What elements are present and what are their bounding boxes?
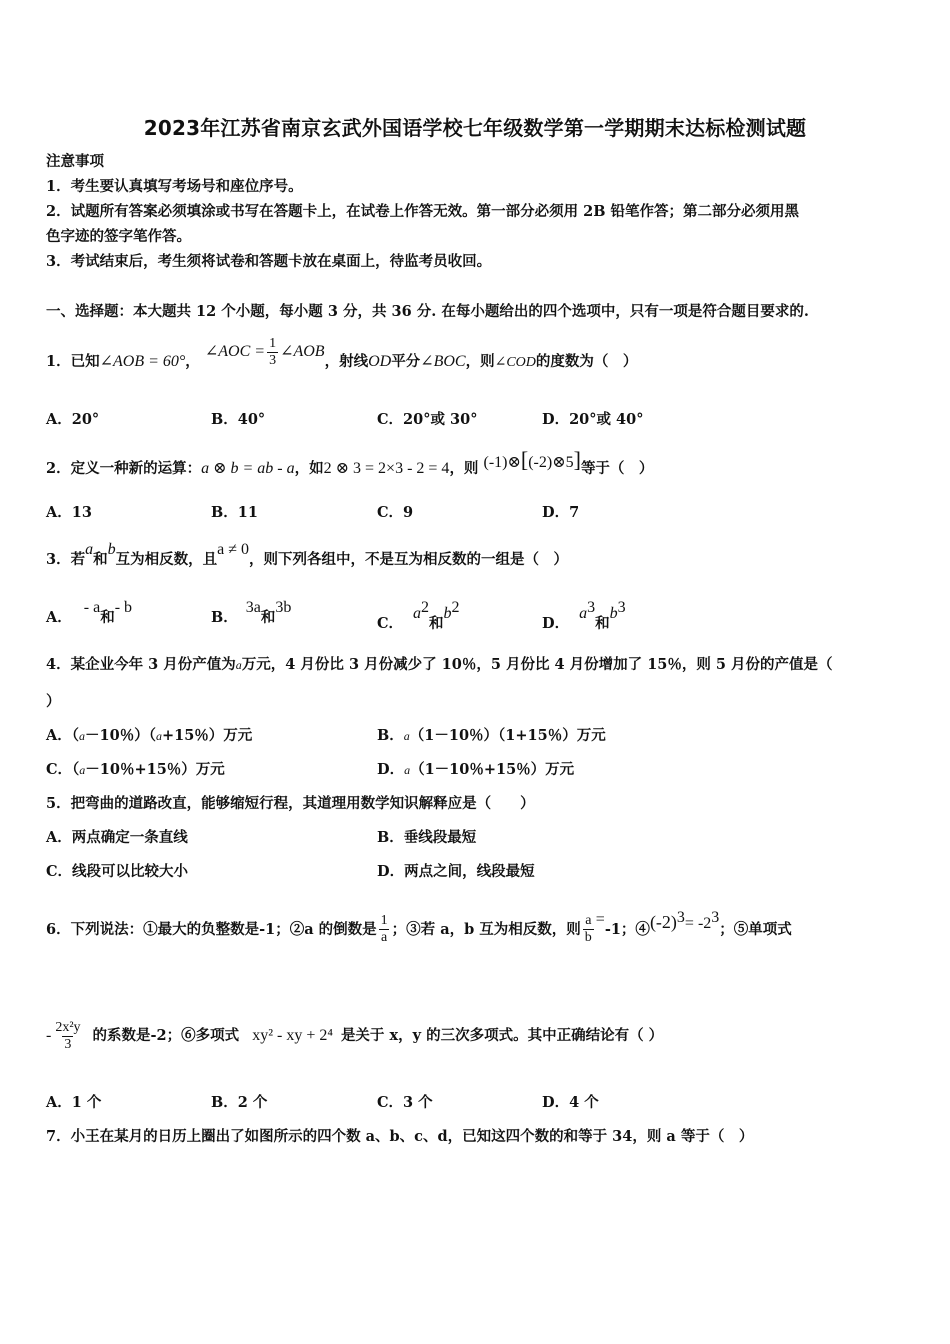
q1-fraction bbox=[267, 336, 278, 369]
fraction-denominator: 3 bbox=[64, 1036, 72, 1052]
q4-text: －10％）（ bbox=[85, 727, 156, 744]
q3-a-expr2: - b bbox=[114, 599, 133, 616]
fraction-denominator: a bbox=[381, 930, 388, 946]
q3-b-expr1: 3a bbox=[245, 599, 261, 616]
q6-polynomial: xy² - xy + 2⁴ bbox=[252, 1027, 333, 1044]
q6-fraction-1-over-a bbox=[379, 913, 390, 946]
q1-math-cod: ∠COD bbox=[494, 355, 536, 370]
q4-text: D． bbox=[377, 761, 405, 778]
q6-option-c[interactable]: C．3 个 bbox=[377, 1094, 433, 1111]
q3-d-base1: a bbox=[579, 604, 588, 622]
section-heading: 一、选择题：本大题共 12 个小题，每小题 3 分，共 36 分. 在每小题给出的四个选项中，只有一项是符合题目要求的. bbox=[46, 303, 809, 320]
question-5-stem: 5．把弯曲的道路改直，能够缩短行程，其道理用数学知识解释应是（ ） bbox=[46, 795, 535, 812]
q1-text: 的度数为（ ） bbox=[535, 353, 638, 370]
q3-d-exp1: 3 bbox=[587, 599, 596, 616]
q6-equals: = bbox=[595, 910, 605, 928]
q1-option-b[interactable]: B．40° bbox=[211, 411, 266, 428]
q4-var-a: a bbox=[403, 729, 410, 743]
q4-option-b[interactable] bbox=[377, 726, 606, 746]
q3-text: 和 bbox=[93, 551, 108, 568]
q3-text: ，则下列各组中，不是互为相反数的一组是（ ） bbox=[248, 551, 568, 568]
q3-var-a: a bbox=[85, 541, 94, 558]
q6-text: 是关于 x，y 的三次多项式。其中正确结论有（ ） bbox=[340, 1027, 664, 1044]
question-4-stem-cont: ） bbox=[46, 693, 61, 710]
q2-text: ，如 bbox=[294, 460, 324, 477]
q3-and: 和 bbox=[429, 614, 444, 632]
q4-option-d[interactable] bbox=[377, 760, 574, 780]
option-label: B． bbox=[211, 609, 238, 626]
q3-c-base2: b bbox=[443, 604, 452, 622]
notice-item-2: 2．试题所有答案必须填涂或书写在答题卡上，在试卷上作答无效。第一部分必须用 2B 铅笔作答；第二部分必须用黑 bbox=[46, 203, 800, 220]
q3-and: 和 bbox=[100, 609, 115, 626]
option-label: A． bbox=[46, 609, 72, 626]
q1-math-aob: ∠AOB = 60° bbox=[99, 353, 186, 370]
question-7-stem: 7．小王在某月的日历上圈出了如图所示的四个数 a、b、c、d，已知这四个数的和等于 34，则 a 等于（ ） bbox=[46, 1128, 754, 1145]
q4-option-c[interactable] bbox=[46, 760, 225, 780]
q6-fraction-monomial bbox=[53, 1020, 82, 1053]
q3-option-b[interactable] bbox=[211, 599, 292, 628]
q3-c-base1: a bbox=[413, 604, 422, 622]
q2-option-c[interactable]: C．9 bbox=[377, 504, 414, 521]
q4-text: +15％）万元 bbox=[161, 727, 253, 744]
q4-option-a[interactable] bbox=[46, 726, 252, 746]
q4-var-a: a bbox=[79, 763, 86, 777]
q2-math-expr-inner: (-2)⊗5 bbox=[528, 454, 574, 471]
question-6-stem-cont bbox=[46, 1014, 663, 1058]
q1-option-d[interactable]: D．20°或 40° bbox=[542, 411, 644, 428]
notice-item-1: 1．考生要认真填写考场号和座位序号。 bbox=[46, 178, 303, 195]
q2-math-def: a ⊗ b = ab - a bbox=[201, 460, 295, 477]
q3-and: 和 bbox=[260, 609, 276, 626]
option-label: C． bbox=[377, 614, 404, 632]
q3-b-expr2: 3b bbox=[275, 599, 292, 616]
q2-text: ，则 bbox=[449, 460, 479, 477]
notice-heading: 注意事项 bbox=[46, 153, 104, 170]
q2-math-expr: (-1)⊗ bbox=[483, 454, 521, 471]
q6-math-rhs: = -2 bbox=[684, 914, 712, 932]
q6-math-exp: 3 bbox=[676, 909, 685, 926]
question-6-stem bbox=[46, 902, 792, 952]
q4-text: 万元，4 月份比 3 月份减少了 10％，5 月份比 4 月份增加了 15％，则 5 月份的产值是（ bbox=[241, 656, 833, 673]
question-2-stem bbox=[46, 447, 654, 483]
q2-option-d[interactable]: D．7 bbox=[542, 504, 580, 521]
q2-option-b[interactable]: B．11 bbox=[211, 504, 258, 521]
q6-math-exp2: 3 bbox=[711, 909, 720, 926]
q3-condition: a ≠ 0 bbox=[217, 541, 249, 558]
option-label: D． bbox=[542, 614, 570, 632]
page-title: 2023年江苏省南京玄武外国语学校七年级数学第一学期期末达标检测试题 bbox=[143, 116, 807, 140]
notice-item-3: 3．考试结束后，考生须将试卷和答题卡放在桌面上，待监考员收回。 bbox=[46, 253, 492, 270]
q3-text: 互为相反数，且 bbox=[115, 551, 218, 568]
q4-var-a: a bbox=[404, 763, 411, 777]
q6-text: 的系数是-2；⑥多项式 bbox=[92, 1027, 240, 1044]
q3-option-a[interactable] bbox=[46, 599, 133, 628]
fraction-numerator: 1 bbox=[380, 913, 388, 929]
q5-option-d[interactable]: D．两点之间，线段最短 bbox=[377, 863, 535, 880]
q3-a-expr1: - a bbox=[83, 599, 101, 616]
q4-text: 4．某企业今年 3 月份产值为 bbox=[46, 656, 236, 673]
q1-math-od: OD bbox=[368, 353, 392, 370]
q4-text: C．（ bbox=[46, 761, 80, 778]
q1-text: ， bbox=[185, 353, 200, 370]
q4-var-a: a bbox=[235, 658, 242, 672]
q2-bracket-left: [ bbox=[520, 447, 529, 472]
q6-text: ；⑤单项式 bbox=[719, 920, 792, 938]
fraction-numerator: a bbox=[585, 913, 592, 929]
q1-text: 平分 bbox=[391, 353, 421, 370]
fraction-numerator: 1 bbox=[269, 335, 277, 351]
q1-text: ，射线 bbox=[324, 353, 369, 370]
q3-c-exp2: 2 bbox=[451, 599, 460, 616]
q2-text: 等于（ ） bbox=[580, 460, 654, 477]
q3-d-exp2: 3 bbox=[617, 599, 626, 616]
fraction-denominator: b bbox=[584, 930, 592, 946]
q2-text: 2．定义一种新的运算： bbox=[46, 460, 202, 477]
q5-option-b[interactable]: B．垂线段最短 bbox=[377, 829, 477, 846]
q1-math-aoc: ∠AOC = bbox=[204, 343, 266, 360]
q4-text: （1－10％+15％）万元 bbox=[410, 761, 575, 778]
q3-c-exp1: 2 bbox=[421, 599, 430, 616]
q6-option-b[interactable]: B．2 个 bbox=[211, 1094, 268, 1111]
q1-text: 1．已知 bbox=[46, 353, 100, 370]
q1-text: ，则 bbox=[465, 353, 495, 370]
q3-and: 和 bbox=[595, 614, 610, 632]
q1-math-aob2: ∠AOB bbox=[280, 343, 325, 360]
q6-fraction-a-over-b bbox=[583, 913, 594, 946]
notice-item-2-cont: 色字迹的签字笔作答。 bbox=[46, 228, 191, 245]
q6-text: 6．下列说法：①最大的负整数是-1；② bbox=[46, 920, 305, 938]
q3-option-d[interactable] bbox=[542, 599, 626, 634]
q6-text: ；③若 a，b 互为相反数，则 bbox=[391, 920, 581, 938]
q4-var-a: a bbox=[79, 729, 86, 743]
q2-option-a[interactable]: A．13 bbox=[46, 504, 92, 521]
q2-math-example: 2 ⊗ 3 = 2×3 - 2 = 4 bbox=[323, 460, 450, 477]
q4-text: B． bbox=[377, 727, 404, 744]
q6-negative-sign: - bbox=[46, 1027, 52, 1044]
q4-text: A．（ bbox=[46, 727, 80, 744]
question-4-stem bbox=[46, 655, 833, 675]
q1-option-c[interactable]: C．20°或 30° bbox=[377, 411, 478, 428]
q5-option-c[interactable]: C．线段可以比较大小 bbox=[46, 863, 189, 880]
q4-var-a: a bbox=[155, 729, 162, 743]
fraction-numerator: 2x²y bbox=[55, 1019, 81, 1035]
q3-text: 3．若 bbox=[46, 551, 86, 568]
q6-text: a 的倒数是 bbox=[304, 920, 377, 938]
question-1-stem bbox=[46, 335, 638, 381]
q1-math-boc: ∠BOC bbox=[420, 353, 466, 370]
q5-option-a[interactable]: A．两点确定一条直线 bbox=[46, 829, 188, 846]
q4-text: （1－10％）（1+15％）万元 bbox=[409, 727, 606, 744]
q6-math-base: (-2) bbox=[649, 911, 677, 932]
question-3-stem bbox=[46, 541, 568, 570]
q4-text: －10％+15％）万元 bbox=[85, 761, 225, 778]
q6-text: -1；④ bbox=[604, 920, 650, 938]
q6-option-a[interactable]: A．1 个 bbox=[46, 1094, 102, 1111]
q3-d-base2: b bbox=[609, 604, 618, 622]
fraction-denominator: 3 bbox=[269, 352, 277, 368]
q3-option-c[interactable] bbox=[377, 599, 460, 634]
q6-option-d[interactable]: D．4 个 bbox=[542, 1094, 599, 1111]
q3-var-b: b bbox=[107, 541, 116, 558]
q1-option-a[interactable]: A．20° bbox=[46, 411, 100, 428]
q2-bracket-right: ] bbox=[573, 447, 581, 472]
